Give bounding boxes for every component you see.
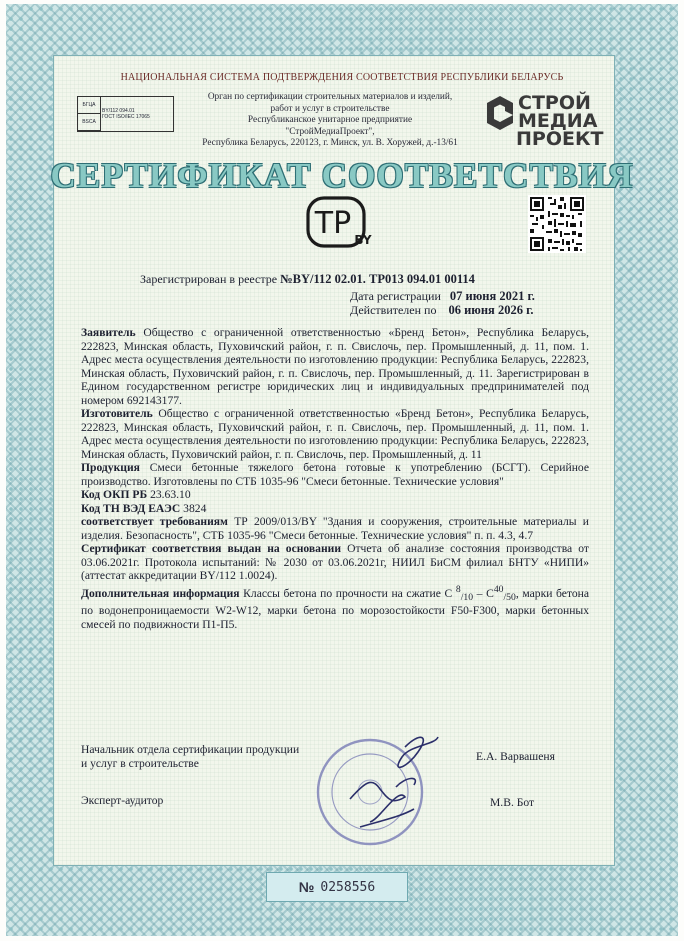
blank-number-value: 0258556 (320, 879, 376, 895)
registration-line (140, 272, 475, 287)
additional-info-section (81, 583, 589, 632)
stamp-bgca: БГЦА (78, 97, 100, 114)
certification-body (180, 92, 480, 150)
registration-label: Зарегистрирован в реестре (140, 272, 278, 286)
class-dash: – C (473, 586, 494, 600)
applicant-section (81, 326, 589, 407)
head-name: Е.А. Варвашеня (476, 750, 555, 763)
tnved-value: 3824 (183, 501, 207, 515)
product-text: Смеси бетонные тяжелого бетона готовые к употреблению (БСГТ). Серийное производство. Изготовлены по СТБ 1035-96 "Смеси бетонные. Технические условия" (81, 461, 589, 488)
okp-label: Код ОКП РБ (81, 488, 148, 501)
head-position (81, 743, 299, 770)
product-section (81, 461, 589, 488)
logo-word-2: МЕДИА (518, 110, 598, 132)
head-position-line1: Начальник отдела сертификации продукции (81, 743, 300, 756)
okp-value: 23.63.10 (150, 488, 191, 501)
logo-word-3: ПРОЕКТ (516, 128, 604, 150)
basis-text: Отчета об анализе состояния производства от 03.06.2021г. Протокола испытаний: № 2030 от 03.06.2021г, НИИЛ БиСМ филиал БНТУ «НИПИ» (аттестат аккредитации BY/112 1.0024). (81, 542, 589, 582)
product-label: Продукция (81, 461, 140, 474)
org-line: работ и услуг в строительстве (270, 103, 390, 114)
stamp-standard: ГОСТ ISO/IEC 17065 (102, 114, 150, 120)
class-max-sub: /50 (503, 591, 516, 603)
expert-name: М.В. Бот (490, 796, 535, 809)
manufacturer-text: Общество с ограниченной ответственностью «Бренд Бетон», Республика Беларусь, 222823, Минская область, Пуховичский район, г. п. Свислочь, пер. Промышленный, д. 11, пом. 1. Адрес места осуществления деятельности по изготовлению продукции: Республика Беларусь, 222823, Минская область, Пуховичский район, г. п. Свислочь, пер. Промышленный, д. 11 (81, 407, 589, 461)
qr-code (528, 195, 586, 253)
tr-conformity-mark-icon (306, 196, 378, 250)
registration-date-label: Дата регистрации (350, 289, 441, 303)
accreditation-stamp (77, 96, 174, 132)
valid-until-value: 06 июня 2026 г. (448, 302, 534, 317)
registration-number: №BY/112 02.01. ТР013 094.01 00114 (280, 272, 475, 286)
registration-date-value: 07 июня 2021 г. (449, 289, 535, 303)
requirements-section (81, 515, 589, 542)
org-line: "СтройМедиаПроект", (285, 126, 375, 137)
head-position-line2: и услуг в строительстве (81, 756, 199, 770)
org-line: Орган по сертификации строительных материалов и изделий, (207, 92, 453, 102)
tr-mark-text: TP (314, 206, 352, 241)
basis-section (81, 542, 589, 583)
requirements-text: ТР 2009/013/BY "Здания и сооружения, строительные материалы и изделия. Безопасность", СТБ 1035-96 "Смеси бетонные. Технические условия" п. п. 4.3, 4.7 (81, 515, 589, 542)
blank-number (266, 872, 408, 902)
basis-label: Сертификат соответствия выдан на основании (81, 542, 342, 555)
official-seal-and-signatures (310, 727, 460, 857)
tr-mark-sub: BY (354, 233, 372, 247)
applicant-text: Общество с ограниченной ответственностью «Бренд Бетон», Республика Беларусь, 222823, Минская область, Пуховичский район, г. п. Свислочь, пер. Промышленный, д. 11, пом. 1. Адрес места осуществления деятельности по изготовлению продукции: Республика Беларусь, 222823, Минская область, Пуховичский район, г. п. Свислочь, пер. Промышленный, д. 11. Зарегистрирован в Едином государственном регистре юридических лиц и индивидуальных предпринимателей под номером 692143177. (81, 326, 589, 407)
valid-until-label: Действителен по (350, 302, 437, 317)
stamp-accreditation-number: BY/112 094.01 (102, 108, 135, 114)
manufacturer-section (81, 407, 589, 461)
additional-info-label: Дополнительная информация (81, 586, 240, 600)
registration-dates (350, 290, 535, 317)
stroymediaproekt-logo (480, 92, 610, 152)
certificate-body (81, 326, 589, 631)
tnved-label: Код ТН ВЭД ЕАЭС (81, 501, 181, 515)
expert-position: Эксперт-аудитор (81, 794, 164, 807)
additional-text-end: , марки бетона по водонепроницаемости W2-W12, марки бетона по морозостойкости F50-F300, марки бетонных смесей по подвижности П1-П5. (81, 586, 590, 631)
class-min-sub: /10 (460, 591, 474, 603)
logo-icon (485, 95, 515, 131)
national-system-header: НАЦИОНАЛЬНАЯ СИСТЕМА ПОДТВЕРЖДЕНИЯ СООТВЕТСТВИЯ РЕСПУБЛИКИ БЕЛАРУСЬ (120, 72, 564, 83)
org-line: Республиканское унитарное предприятие (247, 115, 413, 125)
applicant-label: Заявитель (81, 326, 136, 339)
class-max-sup: 40 (493, 583, 504, 595)
number-sign: № (298, 879, 315, 895)
certificate-title: СЕРТИФИКАТ СООТВЕТСТВИЯ (50, 156, 634, 195)
okp-code (81, 488, 589, 502)
manufacturer-label: Изготовитель (81, 407, 153, 420)
tnved-code (81, 502, 589, 516)
stamp-bsca: BSCA (78, 114, 100, 131)
class-min-sup: 8 (455, 583, 461, 595)
requirements-label: соответствует требованиям (81, 515, 228, 528)
org-line: Республика Беларусь, 220123, г. Минск, ул. В. Хоружей, д.-13/61 (202, 138, 458, 148)
logo-word-1: СТРОЙ (518, 92, 591, 114)
additional-text-start: Классы бетона по прочности на сжатие С (243, 586, 453, 600)
